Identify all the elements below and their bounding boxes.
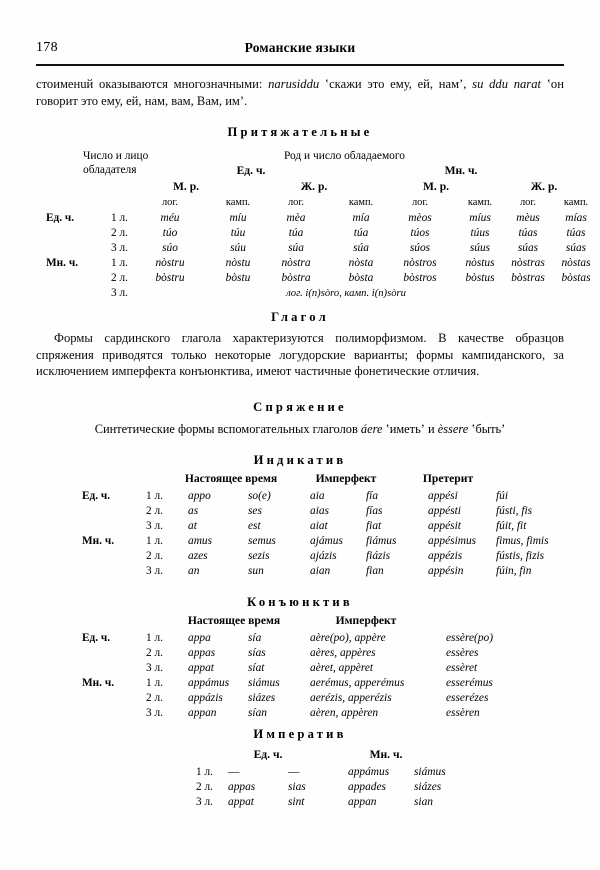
- conjunctive-form-0-2-1: síat: [248, 662, 265, 674]
- conjunctive-form-0-2-3: essèret: [446, 662, 478, 674]
- imperative-form-2-2: appan: [348, 796, 377, 808]
- conjunctive-person-label-1-2: 3 л.: [146, 707, 163, 719]
- possessives-form-0-0-6: mèus: [516, 212, 540, 224]
- conjunctive-form-1-2-2: aèren, appèren: [310, 707, 379, 719]
- imperative-form-1-2: appades: [348, 781, 386, 793]
- intro-paragraph: [36, 76, 564, 109]
- possessives-spanned-note: лог. i(n)sòro, камп. i(n)sòru: [286, 288, 406, 299]
- conjunctive-form-0-1-0: appas: [188, 647, 216, 659]
- indicative-form-0-2-2: aiat: [310, 520, 328, 532]
- conjugation-heading: Спряжение: [253, 400, 347, 414]
- possessives-form-0-0-4: mèos: [408, 212, 432, 224]
- conjunctive-form-1-0-3: esserémus: [446, 677, 493, 689]
- possessives-form-0-0-0: méu: [160, 212, 180, 224]
- indicative-form-1-2-4: appésin: [428, 565, 464, 577]
- imperative-form-2-1: sint: [288, 796, 305, 808]
- indicative-form-0-1-4: appésti: [428, 505, 461, 517]
- conjunctive-form-0-0-1: sía: [248, 632, 262, 644]
- indicative-form-0-1-3: fías: [366, 505, 383, 517]
- possessives-form-0-2-4: súos: [409, 242, 431, 254]
- possessives-form-1-0-4: nòstros: [403, 257, 437, 269]
- indicative-table: [36, 472, 564, 577]
- possessives-form-0-0-7: mías: [565, 212, 587, 224]
- conjunctive-form-1-1-3: esserézes: [446, 692, 489, 704]
- possessives-variant-header-6: лог.: [519, 197, 537, 208]
- imperative-number-header-0: Ед. ч.: [253, 748, 283, 761]
- indicative-person-label-1-1: 2 л.: [146, 550, 163, 562]
- indicative-form-0-2-5: fúit, fit: [496, 520, 527, 532]
- indicative-form-1-0-3: fiámus: [366, 535, 397, 547]
- possessives-form-0-1-4: túos: [410, 227, 430, 239]
- possessives-form-1-0-3: nòsta: [348, 257, 374, 269]
- conjunctive-form-1-2-1: sían: [248, 707, 267, 719]
- conj-sub-0: Синтетические формы вспомогательных глаголов: [94, 422, 361, 436]
- conjunctive-form-0-2-2: aèret, appèret: [310, 662, 374, 674]
- possessives-form-0-1-5: túus: [470, 227, 490, 239]
- possessives-variant-header-3: камп.: [348, 197, 374, 208]
- possessives-spanner: Род и число обладаемого: [284, 150, 405, 162]
- intro-seg-2: ʽскажи это ему, ей, намʼ,: [319, 77, 473, 91]
- possessives-form-1-0-1: nòstu: [225, 257, 251, 269]
- intro-seg-1: narusiddu: [268, 77, 320, 91]
- indicative-form-0-1-5: fústi, fis: [496, 505, 533, 517]
- conjunctive-person-label-0-1: 2 л.: [146, 647, 163, 659]
- conjunctive-form-1-2-0: appan: [188, 707, 217, 719]
- possessives-person-label-0-1: 2 л.: [111, 227, 128, 239]
- conj-sub-3: èssere: [437, 422, 469, 436]
- indicative-form-1-0-0: amus: [188, 535, 213, 547]
- indicative-form-1-0-2: ajámus: [310, 535, 343, 547]
- running-head: [36, 40, 564, 60]
- possessives-form-0-2-2: súa: [288, 242, 304, 254]
- possessives-gender-group-3: Ж. р.: [530, 180, 558, 193]
- possessives-form-0-0-2: mèa: [286, 212, 306, 224]
- indicative-person-label-0-0: 1 л.: [146, 490, 163, 502]
- indicative-tense-header-0: Настоящее время: [184, 472, 278, 485]
- indicative-form-1-1-0: azes: [188, 550, 208, 562]
- possessives-form-1-1-1: bòstu: [225, 272, 251, 284]
- imperative-form-1-3: siázes: [414, 781, 442, 793]
- indicative-tense-header-2: Претерит: [422, 472, 474, 485]
- indicative-form-0-0-2: aia: [310, 490, 325, 502]
- possessives-form-1-1-6: bòstras: [511, 272, 545, 284]
- possessives-variant-header-0: лог.: [161, 197, 179, 208]
- possessives-person-label-1-0: 1 л.: [111, 257, 128, 269]
- conjunctive-form-1-1-1: siázes: [248, 692, 276, 704]
- indicative-person-label-0-2: 3 л.: [146, 520, 163, 532]
- indicative-form-0-2-4: appésit: [428, 520, 461, 532]
- indicative-form-1-2-2: aian: [310, 565, 331, 577]
- indicative-form-1-2-0: an: [188, 565, 200, 577]
- possessives-form-0-1-7: túas: [566, 227, 586, 239]
- indicative-form-0-2-3: fiat: [366, 520, 382, 532]
- possessives-form-0-0-3: mía: [352, 212, 370, 224]
- imperative-form-0-2: appámus: [348, 766, 390, 778]
- possessives-form-1-1-3: bòsta: [348, 272, 374, 284]
- page-number: 178: [36, 40, 58, 55]
- conjunctive-form-1-1-0: appázis: [188, 692, 223, 704]
- possessives-form-1-1-5: bòstus: [465, 272, 495, 284]
- possessives-form-0-0-5: míus: [469, 212, 491, 224]
- imperative-form-2-3: sian: [414, 796, 433, 808]
- indicative-person-label-1-2: 3 л.: [146, 565, 163, 577]
- possessives-form-0-2-7: súas: [565, 242, 587, 254]
- possessives-form-0-2-6: súas: [517, 242, 539, 254]
- possessives-variant-header-2: лог.: [287, 197, 305, 208]
- possessives-form-1-0-0: nòstru: [155, 257, 185, 269]
- conjunctive-form-1-0-0: appámus: [188, 677, 230, 689]
- conjunctive-number-label-0: Ед. ч.: [82, 632, 111, 644]
- indicative-form-0-0-0: appo: [188, 490, 211, 502]
- possessives-form-1-1-4: bòstros: [403, 272, 437, 284]
- imperative-form-0-3: siámus: [414, 766, 446, 778]
- possessives-gender-group-1: Ж. р.: [300, 180, 328, 193]
- indicative-person-label-1-0: 1 л.: [146, 535, 163, 547]
- indicative-form-1-1-2: ajázis: [310, 550, 337, 562]
- conjunctive-person-label-0-2: 3 л.: [146, 662, 163, 674]
- possessives-number-group-1: Мн. ч.: [444, 164, 478, 177]
- possessives-form-1-0-6: nòstras: [511, 257, 545, 269]
- possessives-person-label-1-1: 2 л.: [111, 272, 128, 284]
- conjunctive-form-1-0-1: siámus: [248, 677, 280, 689]
- imperative-form-0-0: —: [228, 766, 240, 778]
- indicative-form-1-1-4: appézis: [428, 550, 463, 562]
- indicative-form-0-0-5: fúi: [496, 490, 509, 502]
- indicative-form-0-0-4: appési: [428, 490, 458, 502]
- imperative-number-header-1: Мн. ч.: [369, 748, 403, 761]
- possessives-number-group-0: Ед. ч.: [236, 164, 266, 177]
- verb-heading: Глагол: [271, 310, 329, 324]
- indicative-form-1-0-5: fimus, fimis: [496, 535, 549, 547]
- conj-sub-1: áere: [360, 422, 383, 436]
- conjunctive-tense-header-1: Имперфект: [335, 614, 397, 627]
- possessives-form-1-1-7: bòstas: [561, 272, 591, 284]
- conjunctive-form-0-0-2: aère(po), appère: [310, 632, 386, 644]
- indicative-heading: Индикатив: [253, 453, 347, 467]
- possessives-form-1-0-2: nòstra: [281, 257, 311, 269]
- possessives-form-1-1-0: bòstru: [155, 272, 185, 284]
- header-rule: [36, 64, 564, 66]
- conjunctive-table: [36, 614, 564, 719]
- conjunctive-person-label-1-0: 1 л.: [146, 677, 163, 689]
- conjunctive-form-1-0-2: aerémus, apperémus: [310, 677, 405, 689]
- possessives-form-0-1-6: túas: [518, 227, 538, 239]
- indicative-form-0-1-1: ses: [248, 505, 262, 517]
- possessives-stub-line2: обладателя: [83, 164, 137, 176]
- possessives-number-label-0: Ед. ч.: [46, 212, 75, 224]
- possessives-form-1-1-2: bòstra: [281, 272, 311, 284]
- indicative-form-0-0-1: so(e): [248, 490, 271, 502]
- imperative-form-1-1: sias: [288, 781, 306, 793]
- possessives-variant-header-1: камп.: [225, 197, 251, 208]
- imperative-form-1-0: appas: [228, 781, 256, 793]
- possessives-form-0-2-3: súa: [353, 242, 369, 254]
- conjunctive-form-1-2-3: essèren: [446, 707, 480, 719]
- intro-seg-3: su ddu narat: [472, 77, 542, 91]
- indicative-form-1-1-3: fiázis: [366, 550, 391, 562]
- possessives-variant-header-7: камп.: [563, 197, 589, 208]
- conjunctive-form-0-1-3: essères: [446, 647, 479, 659]
- possessives-person-label-0-0: 1 л.: [111, 212, 128, 224]
- possessives-form-0-0-1: míu: [229, 212, 247, 224]
- indicative-tense-header-1: Имперфект: [315, 472, 377, 485]
- indicative-form-1-0-4: appésimus: [428, 535, 477, 547]
- indicative-form-0-2-1: est: [248, 520, 261, 532]
- possessives-gender-group-0: М. р.: [172, 180, 200, 193]
- possessives-form-0-1-2: túa: [288, 227, 304, 239]
- conjunctive-form-0-1-1: sías: [248, 647, 266, 659]
- conjunctive-heading: Конъюнктив: [247, 595, 353, 609]
- intro-seg-4: ʽон говорит это ему, ей, нам, вам, Вам, имʼ.: [36, 77, 564, 108]
- conj-sub-4: ʽбытьʼ: [468, 422, 506, 436]
- possessives-form-0-1-0: túo: [162, 227, 178, 239]
- conjunctive-form-1-1-2: aerézis, apperézis: [310, 692, 392, 704]
- possessives-form-0-1-1: túu: [230, 227, 246, 239]
- imperative-person-label-1: 2 л.: [196, 781, 213, 793]
- possessives-variant-header-5: камп.: [467, 197, 493, 208]
- possessives-variant-header-4: лог.: [411, 197, 429, 208]
- possessives-form-1-0-7: nòstas: [561, 257, 591, 269]
- indicative-form-1-2-5: fúin, fin: [496, 565, 532, 577]
- conjunctive-form-0-0-0: appa: [188, 632, 211, 644]
- indicative-form-1-2-1: sun: [248, 565, 264, 577]
- conjunctive-form-0-2-0: appat: [188, 662, 214, 674]
- possessives-stub-line1: Число и лицо: [83, 150, 149, 162]
- indicative-form-1-1-1: sezis: [248, 550, 270, 562]
- indicative-number-label-0: Ед. ч.: [82, 490, 111, 502]
- conjunctive-person-label-0-0: 1 л.: [146, 632, 163, 644]
- indicative-form-0-0-3: fía: [366, 490, 379, 502]
- imperative-form-2-0: appat: [228, 796, 254, 808]
- imperative-table: [36, 748, 564, 818]
- conjunctive-form-0-1-2: aères, appères: [310, 647, 376, 659]
- possessives-heading: Притяжательные: [227, 125, 373, 139]
- indicative-number-label-1: Мн. ч.: [82, 535, 115, 547]
- imperative-form-0-1: —: [288, 766, 300, 778]
- possessives-form-1-0-5: nòstus: [465, 257, 495, 269]
- indicative-form-1-2-3: fian: [366, 565, 384, 577]
- possessives-form-0-2-1: súu: [230, 242, 246, 254]
- conjunctive-person-label-1-1: 2 л.: [146, 692, 163, 704]
- conjunctive-tense-header-0: Настоящее время: [187, 614, 281, 627]
- indicative-form-0-2-0: at: [188, 520, 197, 532]
- possessives-form-0-1-3: túa: [353, 227, 369, 239]
- possessives-table: [36, 150, 591, 299]
- imperative-person-label-0: 1 л.: [196, 766, 213, 778]
- running-title: Романские языки: [244, 40, 356, 55]
- possessives-form-0-2-0: súo: [162, 242, 178, 254]
- possessives-number-label-1: Мн. ч.: [46, 257, 79, 269]
- indicative-person-label-0-1: 2 л.: [146, 505, 163, 517]
- possessives-form-0-2-5: súus: [469, 242, 491, 254]
- conj-sub-2: ʽиметьʼ и: [382, 422, 438, 436]
- indicative-form-1-1-5: fústis, fizis: [496, 550, 545, 562]
- conjunctive-number-label-1: Мн. ч.: [82, 677, 115, 689]
- verb-paragraph: Формы сардинского глагола характеризуются полиморфизмом. В качестве образцов спряжения приводятся только некоторые логудорские варианты; формы кампиданского, за исключением имперфекта конъюнктива, имеют частичные фонетические отличия.: [36, 331, 564, 378]
- conjugation-subtitle: [36, 422, 564, 437]
- possessives-person-label-0-2: 3 л.: [111, 242, 128, 254]
- indicative-form-1-0-1: semus: [248, 535, 276, 547]
- imperative-person-label-2: 3 л.: [196, 796, 213, 808]
- indicative-form-0-1-0: as: [188, 505, 199, 517]
- conjunctive-form-0-0-3: essère(po): [446, 632, 494, 644]
- imperative-heading: Императив: [253, 727, 347, 741]
- intro-seg-0: стоименuй оказываются многозначными:: [36, 77, 269, 91]
- possessives-person-label-1-2: 3 л.: [111, 287, 128, 299]
- indicative-form-0-1-2: aias: [310, 505, 329, 517]
- possessives-gender-group-2: М. р.: [422, 180, 450, 193]
